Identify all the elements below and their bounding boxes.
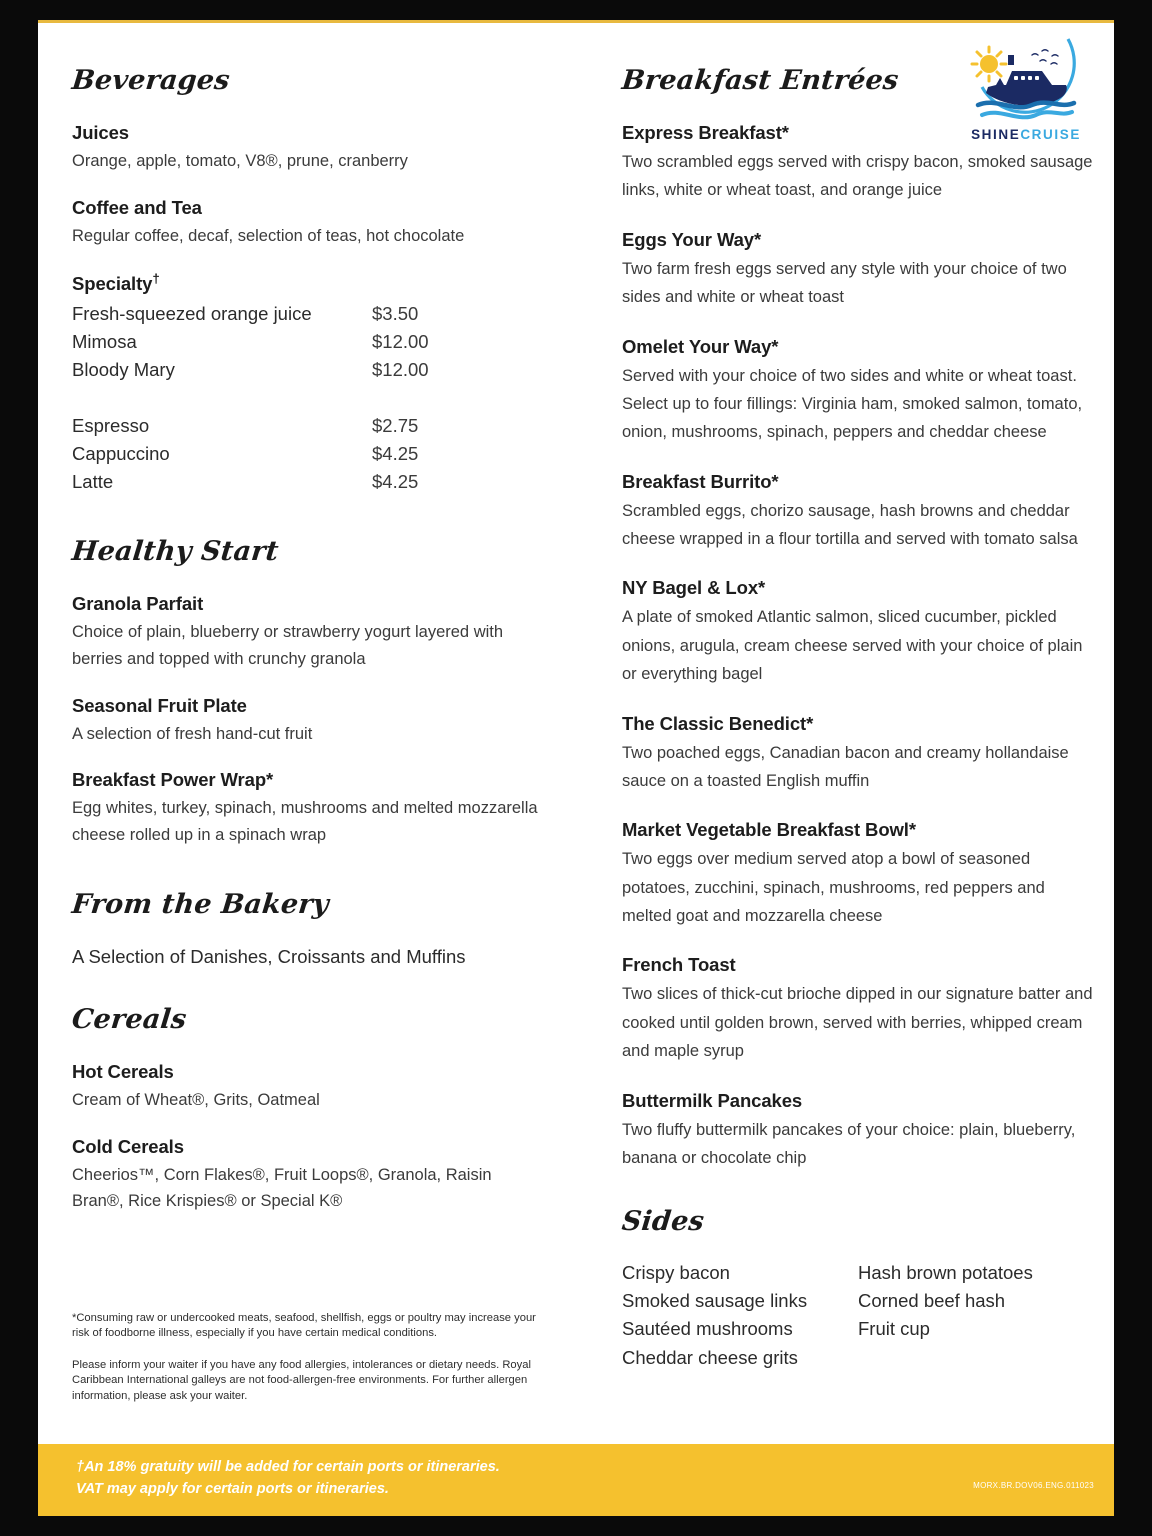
- beverage-group-specialty: [72, 271, 542, 496]
- group-title: [72, 271, 542, 295]
- section-heading-breakfast-entrees: Breakfast Entrées: [620, 65, 901, 96]
- price-row: [72, 468, 542, 496]
- sides-grid: [622, 1259, 1094, 1371]
- price-item-name: Cappuccino: [72, 443, 170, 465]
- group-title: Juices: [72, 122, 129, 143]
- item-desc: Two farm fresh eggs served any style with your choice of two sides and white or wheat toast: [622, 259, 1067, 307]
- price-row: [72, 356, 542, 384]
- group-title: Coffee and Tea: [72, 196, 202, 218]
- item-desc: Served with your choice of two sides and white or wheat toast. Select up to four fillings: Virginia ham, smoked salmon, tomato, onion, mushrooms, spinach, peppers and cheddar cheese: [622, 366, 1083, 442]
- menu-item-express-breakfast: [622, 122, 1094, 205]
- price-row: [72, 300, 542, 328]
- footer-line-2: VAT may apply for certain ports or itineraries.: [76, 1480, 389, 1497]
- logo-word-cruise: CRUISE: [1020, 127, 1081, 142]
- item-desc: A plate of smoked Atlantic salmon, sliced cucumber, pickled onions, arugula, cream cheese served with your choice of plain or everything bagel: [622, 608, 1083, 684]
- menu-item-ny-bagel-and-lox: [622, 577, 1094, 688]
- price-item-name: Fresh-squeezed orange juice: [72, 302, 312, 324]
- section-heading-sides: Sides: [620, 1206, 706, 1238]
- item-title: Market Vegetable Breakfast Bowl*: [622, 819, 916, 841]
- left-column: [72, 65, 542, 1237]
- item-title: Buttermilk Pancakes: [622, 1089, 803, 1111]
- item-desc: Cream of Wheat®, Grits, Oatmeal: [72, 1090, 320, 1109]
- side-item: Fruit cup: [858, 1318, 930, 1340]
- item-title: Omelet Your Way*: [622, 335, 779, 357]
- item-desc: Two fluffy buttermilk pancakes of your choice: plain, blueberry, banana or chocolate chip: [622, 1120, 1076, 1167]
- menu-item-seasonal-fruit-plate: [72, 695, 542, 748]
- price-item-name: Espresso: [72, 414, 150, 436]
- bakery-selection-line: A Selection of Danishes, Croissants and Muffins: [72, 945, 466, 967]
- item-desc: Choice of plain, blueberry or strawberry yogurt layered with berries and topped with crunchy granola: [72, 623, 504, 668]
- menu-page: [38, 20, 1114, 1516]
- specialty-price-table-2: [72, 412, 542, 496]
- group-desc: Regular coffee, decaf, selection of teas, hot chocolate: [72, 226, 465, 245]
- fine-print-block: [72, 1311, 542, 1420]
- menu-item-granola-parfait: [72, 593, 542, 672]
- price-item-value: $3.50: [372, 302, 419, 324]
- menu-item-cold-cereals: [72, 1136, 542, 1215]
- menu-item-eggs-your-way: [622, 229, 1094, 312]
- menu-columns: [38, 23, 1114, 1447]
- price-row: [72, 412, 542, 440]
- item-title: Granola Parfait: [72, 593, 204, 615]
- group-desc: Orange, apple, tomato, V8®, prune, cranberry: [72, 152, 408, 170]
- side-item: Cheddar cheese grits: [622, 1346, 798, 1368]
- price-item-name: Mimosa: [72, 330, 137, 352]
- item-title: Breakfast Power Wrap*: [72, 769, 274, 791]
- footer-gratuity-notice: [76, 1457, 500, 1501]
- item-desc: A selection of fresh hand-cut fruit: [72, 724, 313, 743]
- side-item: Smoked sausage links: [622, 1290, 808, 1312]
- menu-item-breakfast-power-wrap: [72, 769, 542, 848]
- side-item: Corned beef hash: [858, 1290, 1006, 1312]
- price-item-name: Bloody Mary: [72, 358, 175, 380]
- item-title: NY Bagel & Lox*: [622, 577, 766, 599]
- right-column: [622, 65, 1094, 1372]
- item-desc: Two scrambled eggs served with crispy bacon, smoked sausage links, white or wheat toast, and orange juice: [622, 153, 1093, 200]
- menu-item-the-classic-benedict: [622, 713, 1094, 796]
- sides-column-2: [858, 1259, 1094, 1371]
- menu-sheet: [38, 23, 1114, 1447]
- footer-line-1: †An 18% gratuity will be added for certain ports or itineraries.: [76, 1459, 500, 1475]
- item-desc: Egg whites, turkey, spinach, mushrooms and melted mozzarella cheese rolled up in a spinach wrap: [72, 799, 538, 845]
- side-item: Sautéed mushrooms: [622, 1318, 793, 1340]
- item-title: The Classic Benedict*: [622, 712, 814, 734]
- fine-print-allergen-notice: Please inform your waiter if you have any food allergies, intolerances or dietary needs. Royal Caribbean International galleys are not food-allergen-free environments. For further allergen information, please ask your waiter.: [72, 1358, 531, 1402]
- menu-item-french-toast: [622, 954, 1094, 1065]
- price-table-spacer: [72, 390, 542, 412]
- item-desc: Two slices of thick-cut brioche dipped in our signature batter and cooked until golden brown, served with berries, whipped cream and maple syrup: [622, 985, 1093, 1061]
- item-title: Eggs Your Way*: [622, 228, 762, 250]
- item-title: Breakfast Burrito*: [622, 470, 779, 492]
- beverage-group-coffee-and-tea: [72, 197, 542, 250]
- section-heading-beverages: Beverages: [70, 65, 232, 96]
- item-desc: Cheerios™, Corn Flakes®, Fruit Loops®, Granola, Raisin Bran®, Rice Krispies® or Special K®: [72, 1165, 492, 1211]
- price-item-value: $12.00: [372, 330, 429, 352]
- price-item-value: $4.25: [372, 443, 419, 465]
- section-heading-from-the-bakery: From the Bakery: [70, 888, 331, 920]
- price-item-value: $4.25: [372, 471, 419, 493]
- item-title: French Toast: [622, 954, 736, 976]
- dagger-symbol: †: [152, 271, 160, 287]
- logo-word-shine: SHINE: [971, 127, 1021, 142]
- price-item-value: $12.00: [372, 358, 429, 380]
- side-item: Crispy bacon: [622, 1262, 730, 1284]
- item-title: Express Breakfast*: [622, 122, 789, 143]
- section-heading-cereals: Cereals: [70, 1003, 189, 1035]
- footer-document-code: MORX.BR.DOV06.ENG.011023: [973, 1481, 1094, 1490]
- item-desc: Scrambled eggs, chorizo sausage, hash browns and cheddar cheese wrapped in a flour tortilla and served with tomato salsa: [622, 501, 1078, 548]
- item-title: Hot Cereals: [72, 1060, 174, 1082]
- item-desc: Two poached eggs, Canadian bacon and creamy hollandaise sauce on a toasted English muffin: [622, 743, 1069, 790]
- price-item-name: Latte: [72, 471, 114, 493]
- beverage-group-juices: [72, 122, 542, 175]
- price-row: [72, 328, 542, 356]
- item-title: Seasonal Fruit Plate: [72, 694, 247, 716]
- section-heading-healthy-start: Healthy Start: [70, 536, 281, 568]
- sides-column-1: [622, 1259, 858, 1371]
- specialty-label: Specialty: [72, 273, 153, 295]
- specialty-price-table-1: [72, 300, 542, 384]
- price-item-value: $2.75: [372, 414, 419, 436]
- menu-item-omelet-your-way: [622, 336, 1094, 447]
- menu-item-hot-cereals: [72, 1061, 542, 1114]
- price-row: [72, 440, 542, 468]
- item-desc: Two eggs over medium served atop a bowl of seasoned potatoes, zucchini, spinach, mushrooms, red peppers and melted goat and mozzarella cheese: [622, 850, 1045, 925]
- side-item: Hash brown potatoes: [858, 1262, 1033, 1284]
- menu-item-buttermilk-pancakes: [622, 1090, 1094, 1173]
- item-title: Cold Cereals: [72, 1135, 184, 1157]
- fine-print-raw-food-warning: *Consuming raw or undercooked meats, seafood, shellfish, eggs or poultry may increase your risk of foodborne illness, especially if you have certain medical conditions.: [72, 1312, 536, 1340]
- menu-item-breakfast-burrito: [622, 471, 1094, 554]
- menu-item-market-vegetable-breakfast-bowl: [622, 819, 1094, 930]
- footer-bar: [38, 1444, 1114, 1516]
